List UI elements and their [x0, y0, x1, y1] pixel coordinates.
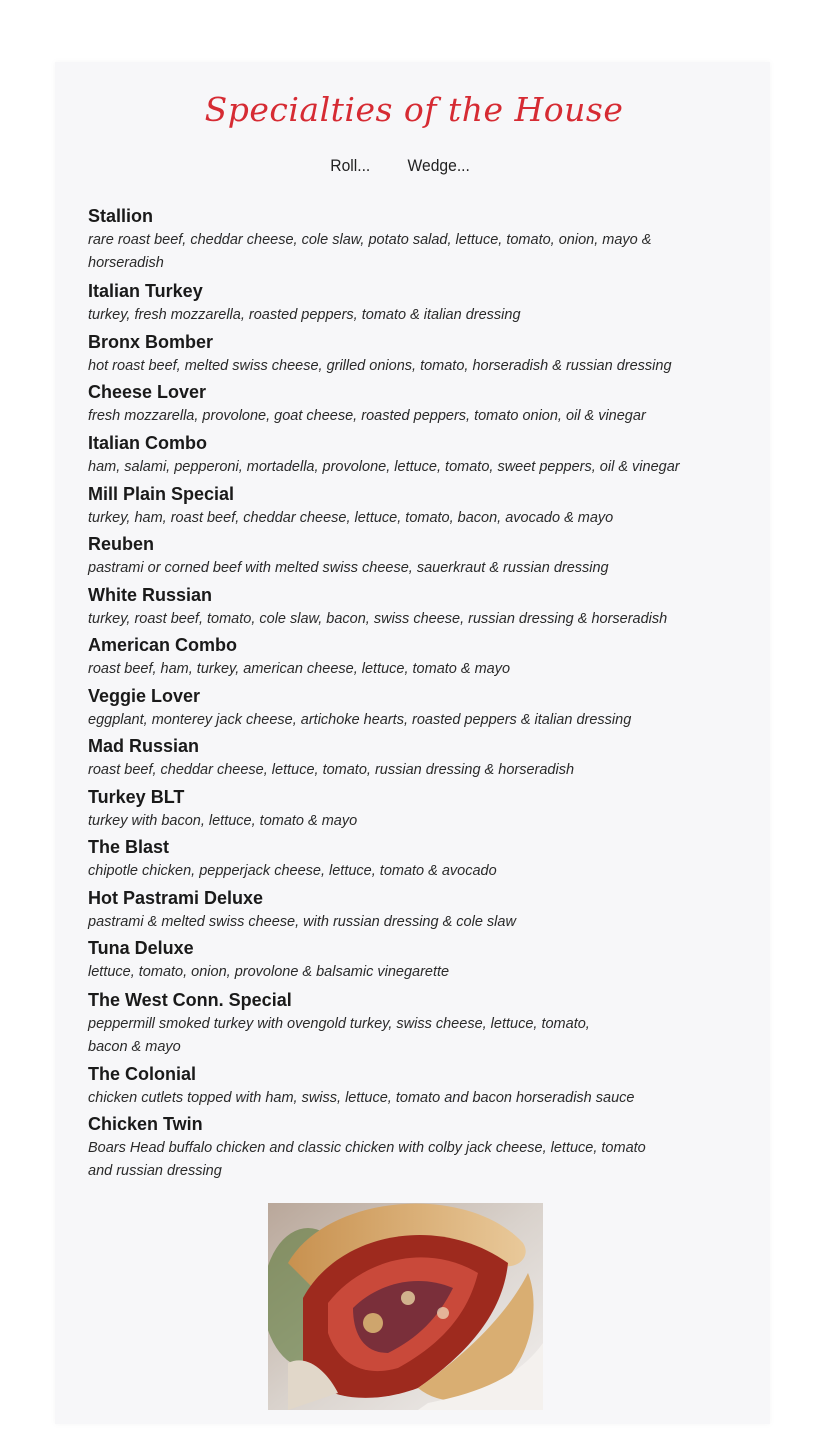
item-name: Reuben: [88, 534, 155, 554]
menu-item: [88, 1113, 753, 1183]
menu-item: [88, 280, 753, 327]
menu-item: [88, 786, 753, 833]
item-desc: peppermill smoked turkey with ovengold turkey, swiss cheese, lettuce, tomato,: [88, 1016, 590, 1032]
item-name: The West Conn. Special: [88, 990, 292, 1010]
bread-options: [33, 156, 795, 180]
item-name: Turkey BLT: [88, 787, 185, 807]
item-name: American Combo: [88, 635, 238, 655]
item-name: Italian Combo: [88, 433, 208, 453]
item-desc: pastrami & melted swiss cheese, with russian dressing & cole slaw: [88, 914, 516, 930]
item-desc: turkey, ham, roast beef, cheddar cheese, lettuce, tomato, bacon, avocado & mayo: [88, 510, 614, 526]
item-desc: Boars Head buffalo chicken and classic chicken with colby jack cheese, lettuce, tomato: [88, 1140, 646, 1156]
menu-item: [88, 533, 753, 580]
item-desc: chipotle chicken, pepperjack cheese, lettuce, tomato & avocado: [88, 863, 497, 879]
menu-item: [88, 432, 753, 479]
item-name: Stallion: [88, 206, 154, 226]
item-desc: bacon & mayo: [88, 1039, 181, 1055]
item-desc: turkey, roast beef, tomato, cole slaw, bacon, swiss cheese, russian dressing & horseradish: [88, 611, 668, 627]
item-desc: hot roast beef, melted swiss cheese, grilled onions, tomato, horseradish & russian dressing: [88, 358, 672, 374]
item-name: Tuna Deluxe: [88, 938, 194, 958]
option-roll: Roll...: [330, 156, 371, 175]
menu-item: [88, 836, 753, 883]
menu-item: [88, 685, 753, 732]
item-name: Bronx Bomber: [88, 332, 214, 352]
menu-item: [88, 584, 753, 631]
item-name: The Blast: [88, 837, 170, 857]
menu-item: [88, 735, 753, 782]
item-name: Italian Turkey: [88, 281, 203, 301]
item-desc: roast beef, cheddar cheese, lettuce, tomato, russian dressing & horseradish: [88, 762, 575, 778]
item-desc: and russian dressing: [88, 1163, 222, 1179]
item-desc: ham, salami, pepperoni, mortadella, provolone, lettuce, tomato, sweet peppers, oil & vinegar: [88, 459, 680, 475]
item-desc: fresh mozzarella, provolone, goat cheese, roasted peppers, tomato onion, oil & vinegar: [88, 408, 646, 424]
item-name: Chicken Twin: [88, 1114, 203, 1134]
menu-item: [88, 887, 753, 934]
menu-item: [88, 381, 753, 428]
menu-item: [88, 634, 753, 681]
menu-item: [88, 1063, 753, 1110]
item-desc: rare roast beef, cheddar cheese, cole slaw, potato salad, lettuce, tomato, onion, mayo &: [88, 232, 652, 248]
menu-title: Specialties of the House: [204, 90, 624, 129]
item-name: Mill Plain Special: [88, 484, 235, 504]
menu-item: [88, 937, 753, 984]
item-desc: chicken cutlets topped with ham, swiss, lettuce, tomato and bacon horseradish sauce: [88, 1090, 635, 1106]
item-name: The Colonial: [88, 1064, 196, 1084]
item-name: White Russian: [88, 585, 213, 605]
item-desc: turkey, fresh mozzarella, roasted peppers, tomato & italian dressing: [88, 307, 521, 323]
item-desc: pastrami or corned beef with melted swiss cheese, sauerkraut & russian dressing: [88, 560, 609, 576]
item-desc: eggplant, monterey jack cheese, artichoke hearts, roasted peppers & italian dressing: [88, 712, 632, 728]
item-desc: horseradish: [88, 255, 164, 271]
sandwich-photo: [268, 1203, 543, 1410]
menu-item: [88, 989, 753, 1059]
menu-item: [88, 483, 753, 530]
menu-item: [88, 205, 753, 275]
menu-item: [88, 331, 753, 378]
item-desc: turkey with bacon, lettuce, tomato & mayo: [88, 813, 358, 829]
item-desc: lettuce, tomato, onion, provolone & balsamic vinegarette: [88, 964, 450, 980]
option-wedge: Wedge...: [407, 156, 470, 175]
item-name: Hot Pastrami Deluxe: [88, 888, 264, 908]
item-name: Mad Russian: [88, 736, 200, 756]
item-name: Cheese Lover: [88, 382, 207, 402]
item-desc: roast beef, ham, turkey, american cheese, lettuce, tomato & mayo: [88, 661, 511, 677]
item-name: Veggie Lover: [88, 686, 201, 706]
